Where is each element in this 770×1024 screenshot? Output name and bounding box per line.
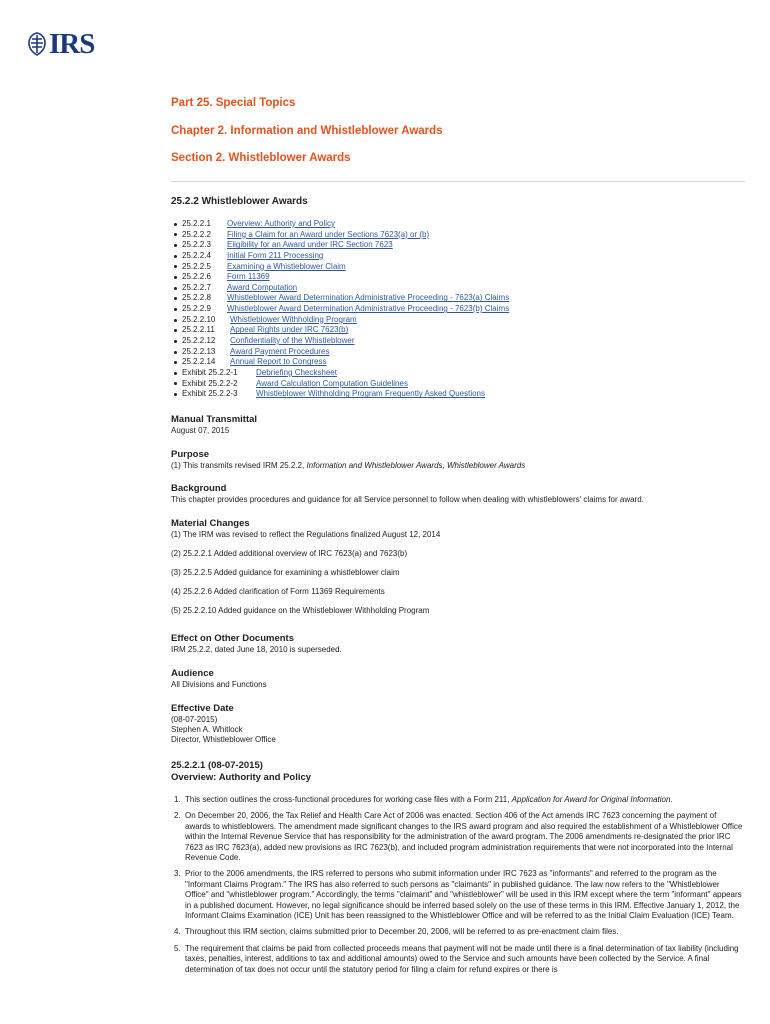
bullet-icon <box>174 255 177 258</box>
bullet-icon <box>174 351 177 354</box>
toc-item-number: 25.2.2.1 <box>182 219 211 228</box>
paragraph-number: 4. <box>174 927 181 937</box>
background-block <box>171 483 644 505</box>
toc-item-link[interactable]: Whistleblower Withholding Program Frequently Asked Questions <box>256 389 485 399</box>
manual-transmittal-heading: Manual Transmittal <box>171 414 258 425</box>
bullet-icon <box>174 319 177 322</box>
numbered-paragraph <box>174 869 744 921</box>
toc-item-link[interactable]: Confidentiality of the Whistleblower <box>230 336 355 346</box>
paragraph-text <box>185 927 744 937</box>
toc-item-link[interactable]: Whistleblower Award Determination Administrative Proceeding - 7623(b) Claims <box>227 304 510 314</box>
toc-item-number: 25.2.2.14 <box>182 357 216 367</box>
toc-item-link[interactable]: Award Payment Procedures <box>230 346 330 356</box>
effective-date-value: (08-07-2015) <box>171 715 218 724</box>
section-title: 25.2.2 Whistleblower Awards <box>171 196 308 207</box>
toc-item-number: 25.2.2.7 <box>182 282 211 292</box>
toc-item-number: 25.2.2.10 <box>182 314 216 324</box>
numbered-paragraph <box>174 944 744 975</box>
chapter-heading: Chapter 2. Information and Whistleblower Awards <box>171 125 443 137</box>
manual-transmittal-date: August 07, 2015 <box>171 426 230 435</box>
bullet-icon <box>174 287 177 290</box>
signer-name: Stephen A. Whitlock <box>171 725 243 734</box>
toc-item-number: 25.2.2.6 <box>182 272 211 282</box>
toc-item <box>171 219 509 230</box>
effect-heading: Effect on Other Documents <box>171 633 294 644</box>
toc-item-number: Exhibit 25.2.2-1 <box>182 367 238 377</box>
toc-item <box>171 379 509 390</box>
toc-item <box>171 262 509 273</box>
toc-item-number: 25.2.2.2 <box>182 229 211 239</box>
subsection-number: 25.2.2.1 (08-07-2015) <box>171 760 263 771</box>
purpose-heading: Purpose <box>171 449 210 460</box>
irs-logo[interactable] <box>26 30 94 58</box>
audience-heading: Audience <box>171 668 214 679</box>
toc-item-number: 25.2.2.3 <box>182 240 211 250</box>
overview-paragraphs <box>174 795 744 981</box>
toc-item-link[interactable]: Whistleblower Award Determination Administrative Proceeding - 7623(a) Claims <box>227 293 510 303</box>
background-heading: Background <box>171 483 227 494</box>
toc-item <box>171 389 509 400</box>
signer-title: Director, Whistleblower Office <box>171 735 276 744</box>
bullet-icon <box>174 244 177 247</box>
paragraph-text-body: Throughout this IRM section, claims submitted prior to December 20, 2006, will be referred to as pre-enactment claim files. <box>185 927 619 937</box>
background-text: This chapter provides procedures and guidance for all Service personnel to follow when dealing with whistleblowers' claims for award. <box>171 495 644 504</box>
toc-item <box>171 325 509 336</box>
toc-item <box>171 304 509 315</box>
paragraph-text-body: Prior to the 2006 amendments, the IRS referred to persons who submit information under IRC 7623 as "informants" and referred to the program as the "Informant Claims Program." The IRS has also referred to such persons as "claimants" in published guidance. The law now refers to the "Whistleblower Office" and "whistleblower program." Accordingly, the terms "claimant" and "whistleblower" will be used in this IRM except where the term "informant" appears in a published document. However, no legal significance should be inferred based solely on the use of these terms in this IRM. Effective January 1, 2012, the Informant Claims Examination (ICE) Unit has been reassigned to the Whistleblower Office and will be referred to as the Initial Claim Evaluation (ICE) Team. <box>185 869 742 921</box>
toc-item <box>171 272 509 283</box>
material-change-item: (2) 25.2.2.1 Added additional overview of IRC 7623(a) and 7623(b) <box>171 549 408 558</box>
manual-transmittal-block <box>171 414 257 436</box>
toc-item <box>171 336 509 347</box>
purpose-text <box>171 461 525 471</box>
logo-wordmark: IRS <box>49 28 95 60</box>
bullet-icon <box>174 223 177 226</box>
section-heading: Section 2. Whistleblower Awards <box>171 152 351 164</box>
paragraph-text-suffix: . <box>670 795 673 804</box>
toc-item-number: Exhibit 25.2.2-3 <box>182 389 238 399</box>
toc-item-link[interactable]: Form 11369 <box>227 272 270 282</box>
toc-item-link[interactable]: Eligibility for an Award under IRC Section 7623 <box>227 240 393 250</box>
toc-item-link[interactable]: Whistleblower Withholding Program <box>230 314 357 324</box>
paragraph-number: 3. <box>174 869 181 879</box>
toc-item-link[interactable]: Award Calculation Computation Guidelines <box>256 378 408 388</box>
numbered-paragraph <box>174 795 744 805</box>
material-changes-block <box>171 518 440 625</box>
material-changes-heading: Material Changes <box>171 518 250 529</box>
toc-item-link[interactable]: Award Computation <box>227 282 298 292</box>
toc-item-number: 25.2.2.11 <box>182 325 215 335</box>
effective-date-heading: Effective Date <box>171 703 234 714</box>
paragraph-text-body: On December 20, 2006, the Tax Relief and Health Care Act of 2006 was enacted. Section 406 of the Act amends IRC 7623 concerning the payment of awards to whistleblowers. The amendment made significant changes to the IRS award program and also required the establishment of a Whistleblower Office within the Internal Revenue Service that has responsibility for the administration of the award program. The 2006 amendments re-designated the prior IRC 7623 as IRC 7623(a), added new provisions as IRC 7623(b), and included program administration requirements that were not incorporated into the Internal Revenue Code. <box>185 811 743 863</box>
paragraph-number: 5. <box>174 943 181 953</box>
material-change-item: (4) 25.2.2.6 Added clarification of Form 11369 Requirements <box>171 587 385 596</box>
paragraph-text-body: This section outlines the cross-functional procedures for working case files with a Form 211, <box>185 795 512 804</box>
eagle-icon <box>26 30 48 58</box>
bullet-icon <box>174 361 177 364</box>
paragraph-text <box>185 869 744 921</box>
toc-item <box>171 368 509 379</box>
toc-item <box>171 283 509 294</box>
effective-date-block <box>171 703 276 745</box>
paragraph-text-body: The requirement that claims be paid from collected proceeds means that payment will not be made until there is a final determination of tax liability (including taxes, penalties, interest, additions to tax and additional amounts) owed to the Service and such amounts have been collected by the Service. A final determination of tax does not occur until the statutory period for filing a claim for refund expires or there is <box>185 943 739 974</box>
bullet-icon <box>174 265 177 268</box>
toc-list <box>171 219 509 400</box>
toc-item <box>171 357 509 368</box>
toc-item-link[interactable]: Debriefing Checksheet <box>256 367 337 377</box>
numbered-paragraph <box>174 927 744 937</box>
bullet-icon <box>174 308 177 311</box>
toc-item-number: 25.2.2.9 <box>182 304 211 314</box>
material-change-item: (5) 25.2.2.10 Added guidance on the Whistleblower Withholding Program <box>171 606 430 615</box>
subsection-heading-block <box>171 760 311 784</box>
purpose-text-prefix: (1) This transmits revised IRM 25.2.2, <box>171 461 307 470</box>
toc-item-number: 25.2.2.13 <box>182 346 216 356</box>
numbered-paragraph <box>174 811 744 863</box>
paragraph-number: 1. <box>174 795 181 804</box>
toc-item-link[interactable]: Examining a Whistleblower Claim <box>227 261 346 271</box>
material-change-item: (1) The IRM was revised to reflect the Regulations finalized August 12, 2014 <box>171 530 441 539</box>
toc-item-link[interactable]: Overview: Authority and Policy <box>227 219 336 228</box>
toc-item <box>171 347 509 358</box>
bullet-icon <box>174 276 177 279</box>
paragraph-text <box>185 944 744 975</box>
toc-item-number: Exhibit 25.2.2-2 <box>182 378 238 388</box>
audience-block <box>171 668 267 690</box>
toc-item-number: 25.2.2.4 <box>182 250 211 260</box>
toc-item-link[interactable]: Filing a Claim for an Award under Sections 7623(a) or (b) <box>227 229 430 239</box>
toc-item-link[interactable]: Annual Report to Congress <box>230 357 327 367</box>
divider <box>171 181 745 182</box>
toc-item-number: 25.2.2.5 <box>182 261 211 271</box>
toc-item <box>171 240 509 251</box>
bullet-icon <box>174 393 177 396</box>
purpose-text-title: Information and Whistleblower Awards, Whistleblower Awards <box>306 461 526 470</box>
paragraph-text-title: Application for Award for Original Information <box>511 795 671 804</box>
effect-block <box>171 633 342 655</box>
toc-item <box>171 293 509 304</box>
part-heading: Part 25. Special Topics <box>171 97 296 109</box>
purpose-block <box>171 449 525 471</box>
subsection-title: Overview: Authority and Policy <box>171 772 312 783</box>
bullet-icon <box>174 340 177 343</box>
toc-item <box>171 251 509 262</box>
toc-item-link[interactable]: Initial Form 211 Processing <box>227 250 324 260</box>
bullet-icon <box>174 297 177 300</box>
bullet-icon <box>174 382 177 385</box>
toc-item-number: 25.2.2.12 <box>182 336 216 346</box>
effect-text: IRM 25.2.2, dated June 18, 2010 is superseded. <box>171 645 342 654</box>
toc-item <box>171 230 509 241</box>
bullet-icon <box>174 329 177 332</box>
material-change-item: (3) 25.2.2.5 Added guidance for examining a whistleblower claim <box>171 568 400 577</box>
paragraph-text <box>185 795 744 805</box>
bullet-icon <box>174 233 177 236</box>
bullet-icon <box>174 372 177 375</box>
audience-text: All Divisions and Functions <box>171 680 267 689</box>
paragraph-text <box>185 811 744 863</box>
paragraph-number: 2. <box>174 811 181 821</box>
toc-item-number: 25.2.2.8 <box>182 293 211 303</box>
toc-item-link[interactable]: Appeal Rights under IRC 7623(b) <box>230 325 349 335</box>
toc-item <box>171 315 509 326</box>
